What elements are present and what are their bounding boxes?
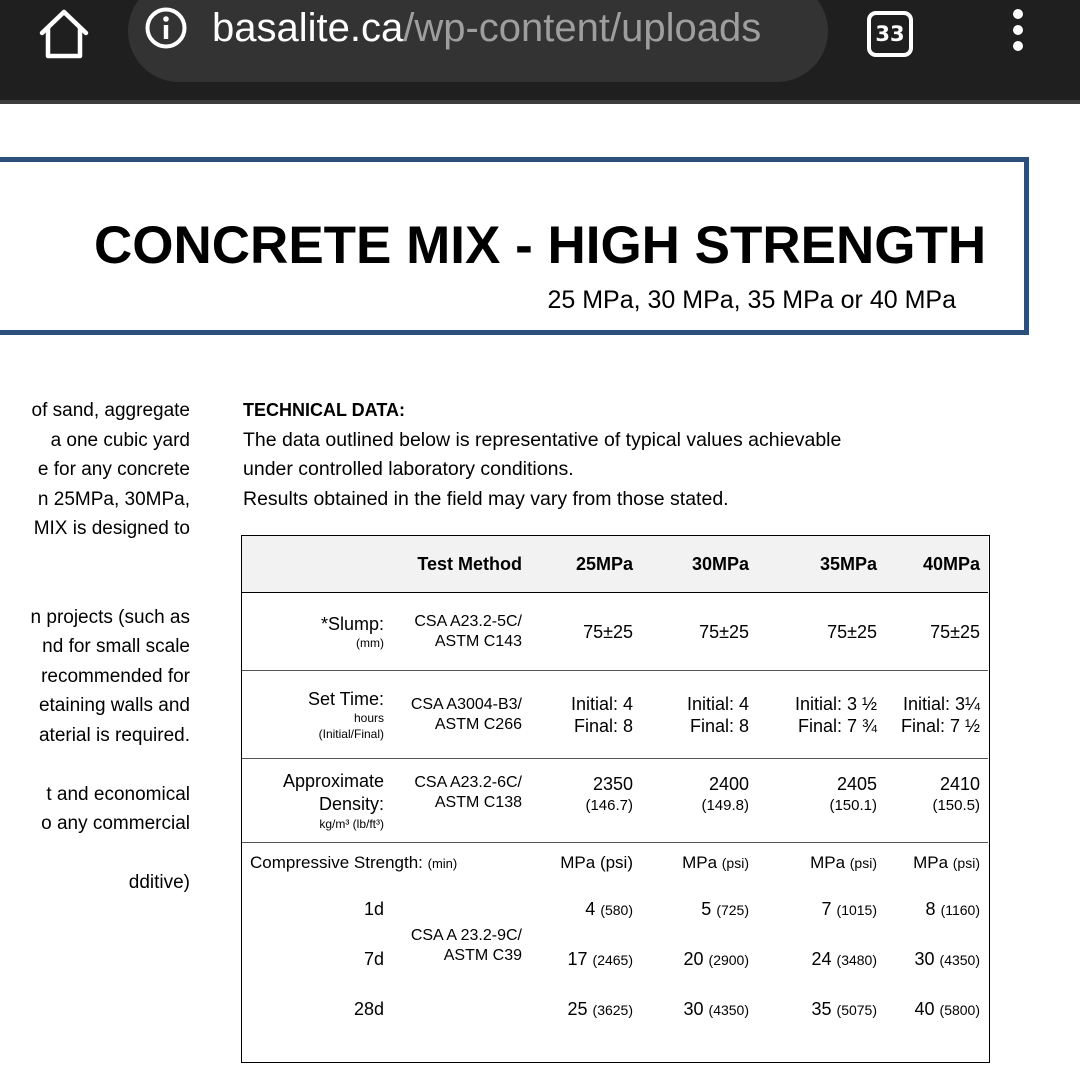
set-time-method [384, 671, 522, 758]
method-line: CSA A 23.2-9C/ [410, 927, 522, 944]
value-mpa: 25 [567, 999, 593, 1019]
technical-data-table [241, 535, 990, 1063]
density-value [749, 759, 877, 842]
left-text-line: recommended for [41, 665, 190, 687]
header-test-method: Test Method [417, 554, 522, 574]
value-mpa: 20 [683, 949, 709, 969]
density-lb: (150.1) [829, 797, 877, 814]
set-initial: Initial: 4 [686, 693, 749, 714]
left-text-line: etaining walls and [38, 695, 190, 716]
density-kg: 2400 [708, 774, 749, 794]
slump-value: 75±25 [699, 621, 749, 642]
compressive-unit-header [522, 852, 633, 874]
density-lb: (149.8) [701, 797, 749, 814]
value-psi: (4350) [939, 952, 980, 968]
value-mpa: 30 [914, 949, 940, 969]
compressive-unit-header [749, 852, 877, 874]
value-psi: (2900) [708, 952, 749, 968]
address-bar[interactable] [128, 0, 828, 82]
method-line: CSA A3004-B3/ [410, 695, 522, 713]
unit-psi: (psi) [952, 855, 980, 871]
set-final: Final: 8 [689, 715, 749, 736]
overflow-menu-button[interactable] [996, 4, 1040, 56]
left-text-line: a one cubic yard [50, 429, 190, 451]
value-psi: (4350) [708, 1002, 749, 1018]
compressive-value [522, 898, 633, 920]
value-mpa: 8 [925, 899, 941, 919]
slump-value: 75±25 [827, 621, 877, 642]
set-initial: Initial: 4 [570, 693, 633, 714]
document-title: CONCRETE MIX - HIGH STRENGTH [94, 216, 987, 275]
left-text-line: n projects (such as [30, 606, 190, 628]
left-text-line: aterial is required. [38, 724, 190, 746]
density-kg: 2405 [836, 774, 877, 794]
density-kg: 2350 [592, 774, 633, 794]
left-text-line [0, 573, 190, 603]
value-mpa: 7 [821, 899, 837, 919]
technical-line: Results obtained in the field may vary from those stated. [243, 487, 729, 510]
technical-line: under controlled laboratory conditions. [243, 458, 574, 480]
value-mpa: 17 [567, 949, 593, 969]
value-psi: (1160) [940, 902, 980, 918]
unit-mpa: MPa [913, 853, 953, 872]
set-time-label-cell [242, 671, 384, 758]
technical-heading: TECHNICAL DATA: [243, 400, 405, 420]
slump-unit: (mm) [356, 635, 384, 650]
compressive-value [633, 898, 749, 920]
table-row-slump [242, 593, 988, 671]
url-path: /wp-content/uploads [403, 6, 762, 50]
value-mpa: 4 [585, 899, 601, 919]
set-time-value [522, 671, 633, 758]
url-text[interactable] [212, 2, 812, 54]
left-text-line [0, 839, 190, 869]
value-psi: (5075) [836, 1002, 877, 1018]
density-method [384, 759, 522, 842]
info-icon[interactable] [144, 6, 188, 50]
set-final: Final: 8 [573, 715, 633, 736]
slump-label-cell [242, 593, 384, 670]
compressive-day-label: 1d [363, 899, 384, 919]
compressive-value [877, 998, 980, 1020]
set-initial: Initial: 3¼ [902, 693, 980, 714]
compressive-value [522, 998, 633, 1020]
more-vert-icon [996, 4, 1040, 56]
compressive-value [633, 948, 749, 970]
set-initial: Initial: 3 ½ [794, 693, 877, 714]
unit-mpa: MPa [810, 853, 850, 872]
table-header-row [242, 536, 988, 593]
set-final: Final: 7 ¾ [797, 715, 877, 736]
compressive-day-label: 28d [353, 999, 384, 1019]
toolbar-divider [0, 100, 1080, 104]
table-row-set-time [242, 671, 988, 759]
set-time-value [749, 671, 877, 758]
compressive-unit-header [633, 852, 749, 874]
unit-mpa: MPa [560, 853, 600, 872]
method-line: CSA A23.2-5C/ [414, 612, 522, 630]
density-lb: (150.5) [932, 797, 980, 814]
value-mpa: 35 [811, 999, 837, 1019]
document-subtitle: 25 MPa, 30 MPa, 35 MPa or 40 MPa [547, 286, 956, 314]
density-value [522, 759, 633, 842]
left-column-text [0, 396, 190, 898]
compressive-strength-label [250, 852, 457, 874]
method-line: ASTM C266 [434, 715, 522, 733]
left-text-line: t and economical [46, 783, 190, 805]
header-40mpa: 40MPa [922, 554, 980, 574]
left-text-line: nd for small scale [42, 636, 190, 657]
compressive-value [749, 998, 877, 1020]
home-icon [36, 6, 92, 62]
technical-data-section [243, 396, 988, 514]
unit-psi: (psi) [599, 853, 633, 872]
value-mpa: 5 [701, 899, 717, 919]
value-psi: (1015) [836, 902, 877, 918]
slump-method [384, 593, 522, 670]
compressive-value [877, 948, 980, 970]
value-psi: (3480) [836, 952, 877, 968]
density-unit: kg/m³ (lb/ft³) [319, 816, 384, 831]
value-psi: (3625) [592, 1002, 633, 1018]
value-psi: (2465) [592, 952, 633, 968]
left-text-line: dditive) [128, 872, 190, 893]
technical-line: The data outlined below is representative of typical values achievable [243, 428, 842, 451]
compressive-value [749, 948, 877, 970]
compressive-value [877, 898, 980, 920]
set-time-value [633, 671, 749, 758]
value-mpa: 24 [811, 949, 837, 969]
header-30mpa: 30MPa [691, 554, 749, 574]
header-25mpa: 25MPa [575, 554, 633, 574]
tab-switcher-button[interactable] [864, 8, 916, 60]
left-text-line [0, 544, 190, 574]
density-label-cell [242, 759, 384, 842]
unit-mpa: MPa [682, 853, 722, 872]
slump-label: *Slump: [320, 613, 384, 634]
left-text-line: of sand, aggregate [31, 400, 190, 421]
method-line: CSA A23.2-6C/ [414, 774, 522, 791]
header-35mpa: 35MPa [819, 554, 877, 574]
unit-psi: (psi) [721, 855, 749, 871]
density-label: Approximate [282, 770, 384, 791]
browser-toolbar [0, 0, 1080, 104]
compressive-unit-header [877, 852, 980, 874]
value-mpa: 30 [683, 999, 709, 1019]
compressive-value [522, 948, 633, 970]
set-final: Final: 7 ½ [900, 715, 980, 736]
set-time-unit: hours [353, 710, 384, 725]
cs-label-note: (min) [427, 856, 458, 871]
value-psi: (580) [600, 902, 633, 918]
set-time-label: Set Time: [307, 688, 384, 709]
home-button[interactable] [36, 6, 92, 62]
value-psi: (5800) [939, 1002, 980, 1018]
left-text-line: n 25MPa, 30MPa, [37, 488, 190, 510]
method-line: ASTM C39 [443, 947, 522, 964]
value-psi: (725) [716, 902, 749, 918]
unit-psi: (psi) [849, 855, 877, 871]
set-time-value [877, 671, 980, 758]
tab-count: 33 [875, 22, 905, 46]
cs-label-text: Compressive Strength: [250, 853, 423, 872]
compressive-day-label: 7d [363, 949, 384, 969]
compressive-method [384, 926, 522, 966]
left-text-line: o any commercial [41, 813, 190, 834]
method-line: ASTM C143 [434, 632, 522, 650]
url-host: basalite.ca [212, 6, 404, 50]
method-line: ASTM C138 [434, 794, 522, 811]
compressive-value [749, 898, 877, 920]
compressive-value [633, 998, 749, 1020]
table-row-density [242, 759, 988, 843]
density-lb: (146.7) [585, 797, 633, 814]
density-label: Density: [318, 793, 384, 814]
slump-value: 75±25 [930, 621, 980, 642]
left-text-line: MIX is designed to [33, 518, 190, 539]
density-kg: 2410 [939, 774, 980, 794]
set-time-unit: (Initial/Final) [318, 726, 384, 741]
density-value [633, 759, 749, 842]
left-text-line [0, 750, 190, 780]
slump-value: 75±25 [583, 621, 633, 642]
left-text-line: e for any concrete [37, 459, 190, 480]
value-mpa: 40 [914, 999, 940, 1019]
density-value [877, 759, 980, 842]
